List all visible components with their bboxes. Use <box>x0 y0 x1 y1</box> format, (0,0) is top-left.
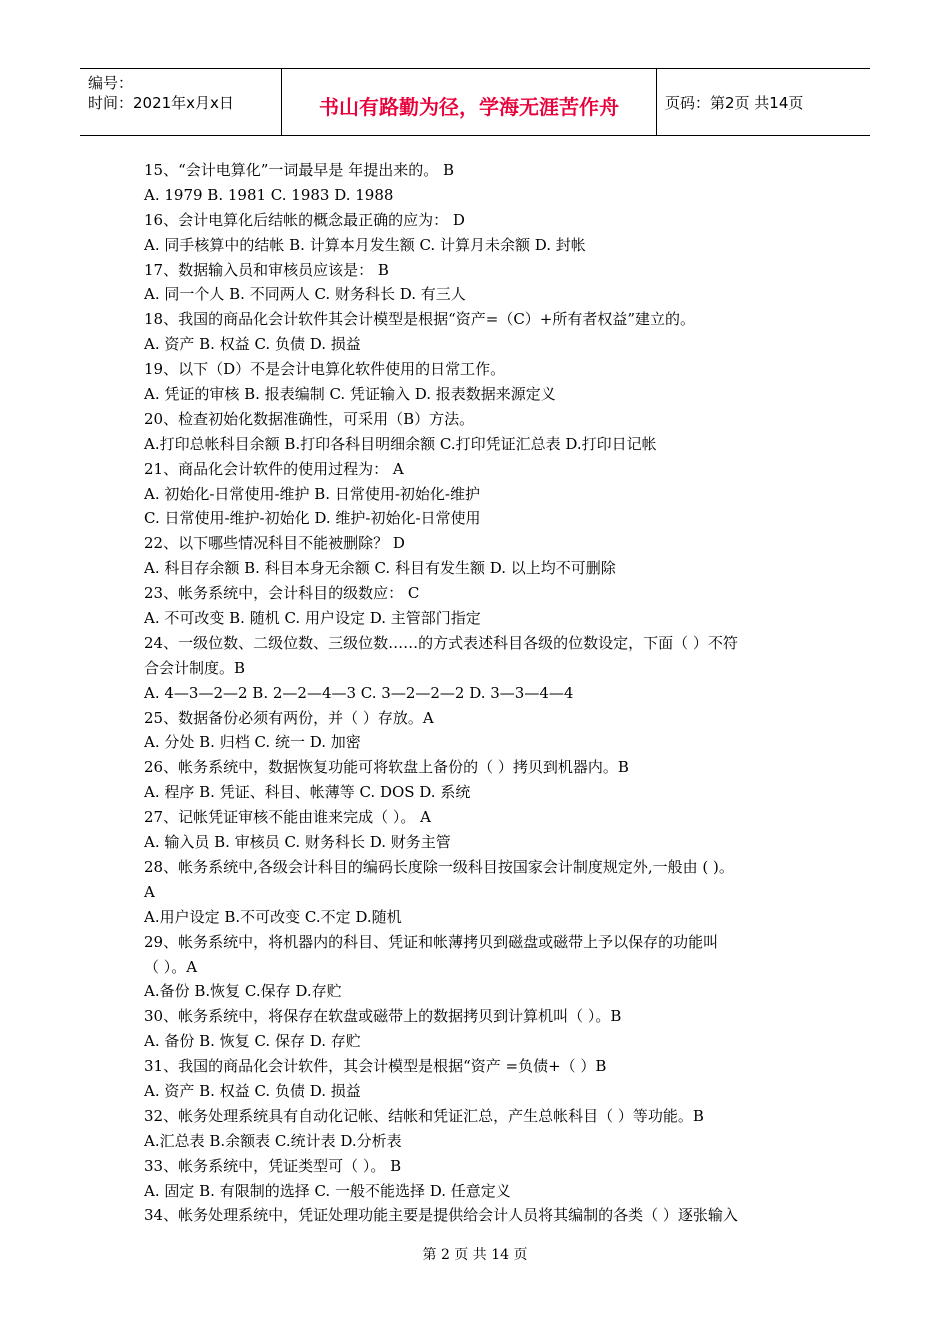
text-line: A.汇总表 B.余额表 C.统计表 D.分析表 <box>144 1131 402 1150</box>
text-line: （ ）。A <box>144 957 198 976</box>
text-line: A. 不可改变 B. 随机 C. 用户设定 D. 主管部门指定 <box>144 609 481 628</box>
text-line: A <box>144 882 155 901</box>
page-number-label: 页码：第2页 共14页 <box>665 94 804 112</box>
text-line: A. 资产 B. 权益 C. 负债 D. 损益 <box>144 335 361 354</box>
text-line: A.用户设定 B.不可改变 C.不定 D.随机 <box>144 907 402 926</box>
page-header <box>80 68 870 136</box>
text-line: 22、以下哪些情况科目不能被删除？ D <box>144 534 405 553</box>
text-line: 33、帐务系统中，凭证类型可（ ）。 B <box>144 1156 402 1175</box>
header-page-cell <box>657 69 870 135</box>
text-line: 21、商品化会计软件的使用过程为： A <box>144 459 404 478</box>
text-line: A. 同手核算中的结帐 B. 计算本月发生额 C. 计算月未余额 D. 封帐 <box>144 235 586 254</box>
text-line: A. 分处 B. 归档 C. 统一 D. 加密 <box>144 733 361 752</box>
text-line: A. 初始化-日常使用-维护 B. 日常使用-初始化-维护 <box>144 484 480 503</box>
text-line: A.打印总帐科目余额 B.打印各科目明细余额 C.打印凭证汇总表 D.打印日记帐 <box>144 434 657 453</box>
question-list <box>144 158 824 1228</box>
text-line: A. 科目存余额 B. 科目本身无余额 C. 科目有发生额 D. 以上均不可删除 <box>144 559 616 578</box>
text-line: 合会计制度。B <box>144 658 246 677</box>
text-line: 17、数据输入员和审核员应该是： B <box>144 260 389 279</box>
motto-text: 书山有路勤为径，学海无涯苦作舟 <box>319 95 619 119</box>
text-line: 19、以下（D）不是会计电算化软件使用的日常工作。 <box>144 360 506 379</box>
text-line: 34、帐务处理系统中，凭证处理功能主要是提供给会计人员将其编制的各类（ ）逐张输入 <box>144 1206 738 1225</box>
text-line: A. 固定 B. 有限制的选择 C. 一般不能选择 D. 任意定义 <box>144 1181 511 1200</box>
text-line: 30、帐务系统中，将保存在软盘或磁带上的数据拷贝到计算机叫（ ）。B <box>144 1007 622 1026</box>
text-line: 27、记帐凭证审核不能由谁来完成（ ）。 A <box>144 808 431 827</box>
text-line: A. 同一个人 B. 不同两人 C. 财务科长 D. 有三人 <box>144 285 466 304</box>
date-label: 时间：2021年x月x日 <box>88 94 234 112</box>
text-line: A.备份 B.恢复 C.保存 D.存贮 <box>144 982 342 1001</box>
serial-number-label: 编号： <box>88 74 134 92</box>
text-line: A. 凭证的审核 B. 报表编制 C. 凭证输入 D. 报表数据来源定义 <box>144 385 556 404</box>
text-line: 18、我国的商品化会计软件其会计模型是根据“资产=（C）+所有者权益”建立的。 <box>144 310 696 329</box>
header-motto-cell <box>282 69 657 135</box>
text-line: A. 输入员 B. 审核员 C. 财务科长 D. 财务主管 <box>144 833 451 852</box>
text-line: 24、一级位数、二级位数、三级位数……的方式表述科目各级的位数设定，下面（ ）不符 <box>144 633 738 652</box>
text-line: A. 程序 B. 凭证、科目、帐薄等 C. DOS D. 系统 <box>144 783 471 802</box>
text-line: 32、帐务处理系统具有自动化记帐、结帐和凭证汇总，产生总帐科目（ ）等功能。B <box>144 1106 704 1125</box>
text-line: 15、“会计电算化”一词最早是 年提出来的。 B <box>144 161 454 179</box>
text-line: 25、数据备份必须有两份，并（ ）存放。A <box>144 708 434 727</box>
text-line: 23、帐务系统中，会计科目的级数应： C <box>144 584 420 603</box>
page-footer: 第 2 页 共 14 页 <box>422 1247 528 1263</box>
text-line: A. 资产 B. 权益 C. 负债 D. 损益 <box>144 1081 361 1100</box>
text-line: A. 备份 B. 恢复 C. 保存 D. 存贮 <box>144 1032 361 1051</box>
text-line: 20、检查初始化数据准确性，可采用（B）方法。 <box>144 409 475 428</box>
text-line: 26、帐务系统中，数据恢复功能可将软盘上备份的（ ）拷贝到机器内。B <box>144 758 629 777</box>
text-line: 31、我国的商品化会计软件，其会计模型是根据“资产 =负债+（ ）B <box>144 1057 607 1076</box>
text-line: 16、会计电算化后结帐的概念最正确的应为： D <box>144 210 465 229</box>
header-info-cell <box>80 69 282 135</box>
text-line: A. 4—3—2—2 B. 2—2—4—3 C. 3—2—2—2 D. 3—3—4—4 <box>144 683 574 702</box>
text-line: A. 1979 B. 1981 C. 1983 D. 1988 <box>144 185 394 204</box>
text-line: 28、帐务系统中,各级会计科目的编码长度除一级科目按国家会计制度规定外,一般由 ( )。 <box>144 857 734 876</box>
text-line: C. 日常使用-维护-初始化 D. 维护-初始化-日常使用 <box>144 509 481 528</box>
text-line: 29、帐务系统中，将机器内的科目、凭证和帐薄拷贝到磁盘或磁带上予以保存的功能叫 <box>144 932 719 951</box>
